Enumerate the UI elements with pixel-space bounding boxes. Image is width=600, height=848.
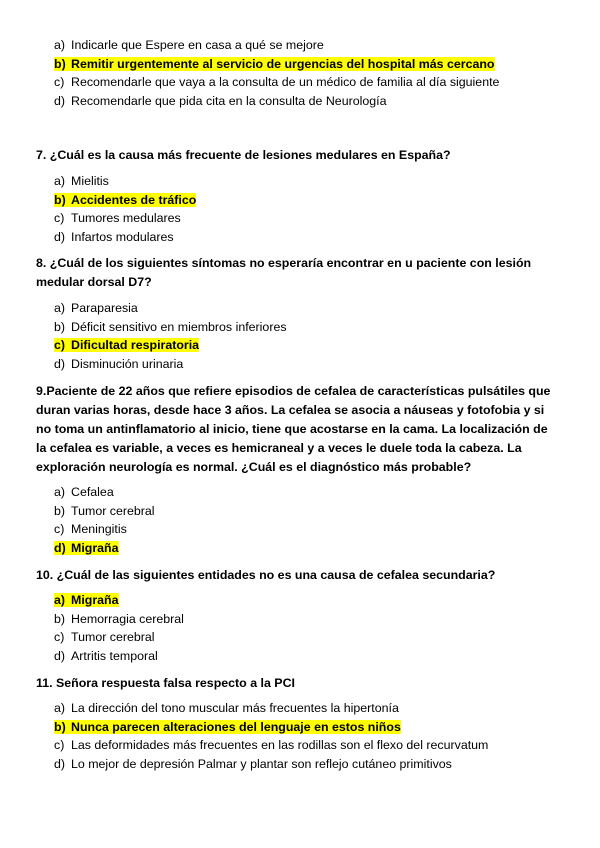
option-text: Disminución urinaria [71,356,184,371]
option-text: Infartos modulares [71,229,174,244]
option-text: Migraña [71,540,119,555]
option-letter: c) [54,75,65,90]
highlighted-answer [54,593,119,607]
option-letter: d) [54,648,66,663]
option [54,172,574,191]
option [54,628,574,647]
option-letter: b) [54,56,66,71]
option-text: Indicarle que Espere en casa a qué se mejore [71,38,324,52]
highlighted-answer [54,338,199,352]
option-letter: a) [54,301,66,315]
option-text: Migraña [71,593,119,607]
question-10-text: 10. ¿Cuál de las siguientes entidades no es una causa de cefalea secundaria? [36,568,496,582]
highlighted-answer [54,193,196,207]
question-8-options [54,299,574,373]
option-text: Dificultad respiratoria [71,338,200,353]
option-text: Tumor cerebral [71,503,155,518]
option [54,355,574,374]
question-11-options [54,699,574,773]
option-letter: c) [54,338,66,353]
option-letter: a) [54,485,66,499]
question-7-options [54,172,574,246]
option [54,520,574,539]
question-7-text: 7. ¿Cuál es la causa más frecuente de lesiones medulares en España? [36,148,451,162]
option-text: Paraparesia [71,301,138,315]
option-text: Artritis temporal [71,648,158,663]
option-text: Las deformidades más frecuentes en las rodillas son el flexo del recurvatum [71,738,489,753]
option-letter: d) [54,229,66,244]
option-text: La dirección del tono muscular más frecuentes la hipertonía [71,701,399,715]
option-text: Lo mejor de depresión Palmar y plantar son reflejo cutáneo primitivos [71,756,452,771]
option [54,228,574,247]
option-text: Tumor cerebral [71,630,155,645]
option-correct [54,591,574,610]
option [54,483,574,502]
option-correct [54,191,574,210]
option-letter: d) [54,540,66,555]
highlighted-answer [54,720,401,734]
option-correct [54,336,574,355]
question-8-text: 8. ¿Cuál de los siguientes síntomas no esperaría encontrar en u paciente con lesión medular dorsal D7? [36,256,532,289]
option-letter: a) [54,593,66,607]
option-letter: a) [54,174,66,188]
option-correct [54,718,574,737]
highlighted-answer [54,57,495,71]
option [54,92,574,111]
option [54,36,574,55]
option [54,318,574,337]
option [54,502,574,521]
question-9-options [54,483,574,557]
option [54,736,574,755]
option-text: Nunca parecen alteraciones del lenguaje en estos niños [71,719,401,734]
option-letter: d) [54,756,66,771]
option [54,699,574,718]
question-11-text: 11. Señora respuesta falsa respecto a la PCI [36,676,295,690]
option-correct [54,55,574,74]
option-text: Meningitis [71,522,127,537]
option-letter: c) [54,630,65,645]
option-text: Accidentes de tráfico [71,192,197,207]
question-9-text: 9.Paciente de 22 años que refiere episodios de cefalea de características pulsátiles que duran varias horas, desde hace 3 años. La cefalea se asocia a náuseas y fotofobia y si no toma un antinflamatorio al inicio, tiene que acostarse en la cama. La localización de la cefalea es variable, a veces es hemicraneal y a veces le duele toda la cabeza. La exploración neurología es normal. ¿Cuál es el diagnóstico más probable? [36,384,551,474]
option-letter: b) [54,611,66,626]
option-letter: d) [54,356,66,371]
option-letter: a) [54,701,66,715]
option [54,209,574,228]
option [54,755,574,774]
option [54,299,574,318]
question-10-options [54,591,574,665]
option-letter: b) [54,192,66,207]
option-text: Mielitis [71,174,109,188]
question-6-options [54,36,574,110]
option-letter: c) [54,211,65,226]
option-text: Remitir urgentemente al servicio de urgencias del hospital más cercano [71,56,495,71]
option-text: Recomendarle que pida cita en la consulta de Neurología [71,93,387,108]
option-letter: c) [54,522,65,537]
option-letter: b) [54,319,66,334]
option [54,73,574,92]
option-text: Cefalea [71,485,114,499]
option-text: Tumores medulares [71,211,181,226]
option-text: Recomendarle que vaya a la consulta de un médico de familia al día siguiente [71,75,500,90]
option-correct [54,539,574,558]
option-text: Hemorragia cerebral [71,611,184,626]
option-letter: c) [54,738,65,753]
option-letter: b) [54,503,66,518]
highlighted-answer [54,541,119,555]
option [54,647,574,666]
option-letter: a) [54,38,66,52]
option-letter: b) [54,719,66,734]
option-text: Déficit sensitivo en miembros inferiores [71,319,287,334]
option-letter: d) [54,93,66,108]
option [54,610,574,629]
